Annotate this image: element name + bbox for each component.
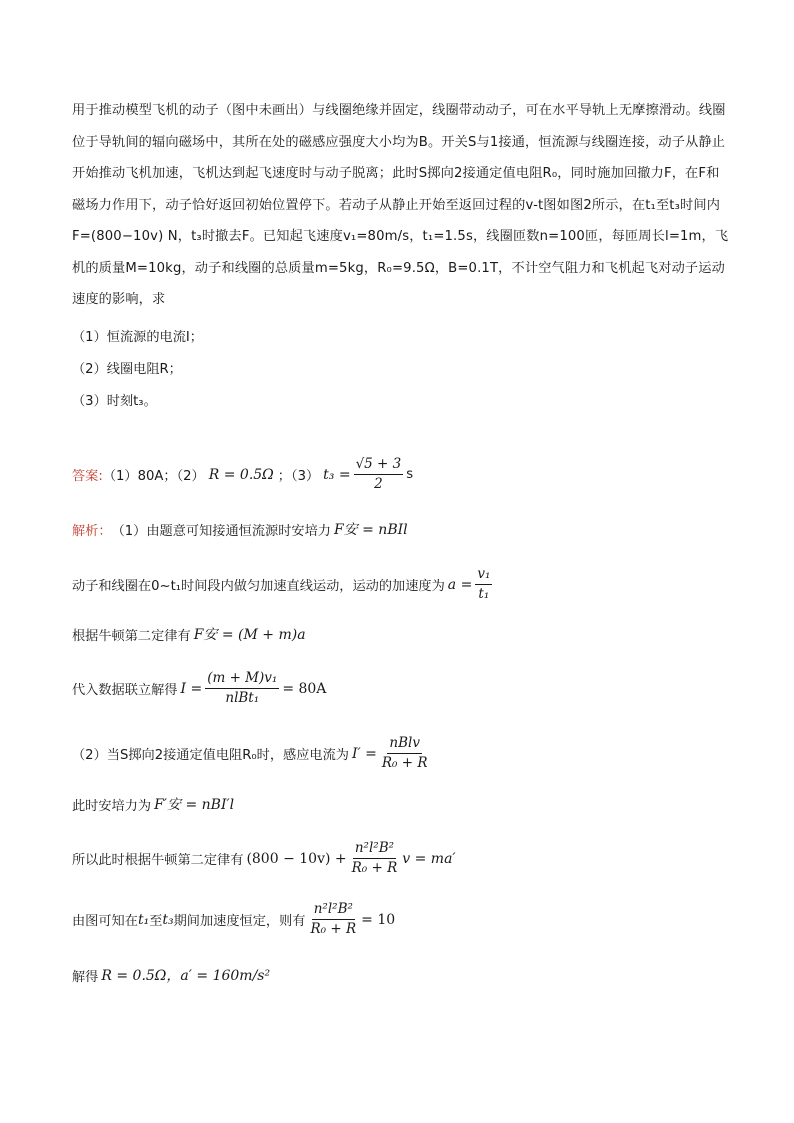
solution-line-4: 代入数据联立解得 I = $\frac{\text{(m + M)v₁}}{\text{nlBt₁}}$ = 80A (72, 670, 327, 706)
question-2: （2）线圈电阻R； (72, 362, 182, 377)
solution-label: 解析： (72, 523, 112, 539)
solution-line-1: 解析： （1）由题意可知接通恒流源时安培力 F安 = nBIl (72, 519, 408, 539)
problem-paragraph: 用于推动模型飞机的动子（图中未画出）与线圈绝缘并固定，线圈带动动子，可在水平导轨上无摩擦滑动。线圈位于导轨间的辐向磁场中，其所在处的磁感应强度大小均为B。开关S与1接通，恒流源与线圈连接，动子从静止开始推动飞机加速，飞机达到起飞速度时与动子脱离；此时S掷向2接通定值电阻R₀，同时施加回撤力F，在F和磁场力作用下，动子恰好返回初始位置停下。若动子从静止开始至返回过程的v-t图如图2所示，在t₁至t₃时间内F=(800−10v) N，t₃时撤去F。已知起飞速度v₁=80m/s，t₁=1.5s，线圈匝数n=100匝，每匝周长l=1m，飞机的质量M=10kg，动子和线圈的总质量m=5kg，R₀=9.5Ω，B=0.1T，不计空气阻力和飞机起飞对动子运动速度的影响，求 (72, 103, 729, 307)
question-3: （3）时刻t₃。 (72, 394, 157, 409)
answer-line: 答案: （1）80A；（2） R = 0.5Ω ；（3） t₃ = $\frac{√5 + 3}{2}$ s (72, 456, 414, 492)
solution-line-6: 此时安培力为 F′安 = nBI′l (72, 797, 235, 814)
answer-t3-fraction: $\frac{√5 + 3}{2}$ (355, 456, 402, 492)
answer-r: R = 0.5Ω (208, 466, 274, 483)
solution-line-7: 所以此时根据牛顿第二定律有 (800 − 10v) + $\frac{\text{n²l²B²}}{\text{R₀ + R}}$ v = ma′ (72, 840, 456, 876)
answer-t3: t₃ = (323, 466, 351, 483)
solution-line-5: （2）当S掷向2接通定值电阻R₀时，感应电流为 I′ = $\frac{\text{nBlv}}{\text{R₀ + R}}$ (72, 735, 428, 771)
answer-part1: （1）80A；（2） (102, 469, 205, 484)
answer-label: 答案: (72, 469, 103, 484)
solution-line-3: 根据牛顿第二定律有 F安 = (M + m)a (72, 627, 306, 644)
solution-line-9: 解得 R = 0.5Ω，a′ = 160m/s² (72, 968, 271, 985)
answer-part2: ；（3） (277, 469, 320, 484)
question-1: （1）恒流源的电流I； (72, 330, 203, 345)
solution-line-2: 动子和线圈在0~t₁时间段内做匀加速直线运动，运动的加速度为 a = $\frac{\text{v₁}}{\text{t₁}}$ (72, 566, 491, 602)
solution-line-8: 由图可知在 t₁ 至 t₃ 期间加速度恒定，则有 $\frac{\text{n²l²B²}}{\text{R₀ + R}}$ = 10 (72, 901, 396, 937)
